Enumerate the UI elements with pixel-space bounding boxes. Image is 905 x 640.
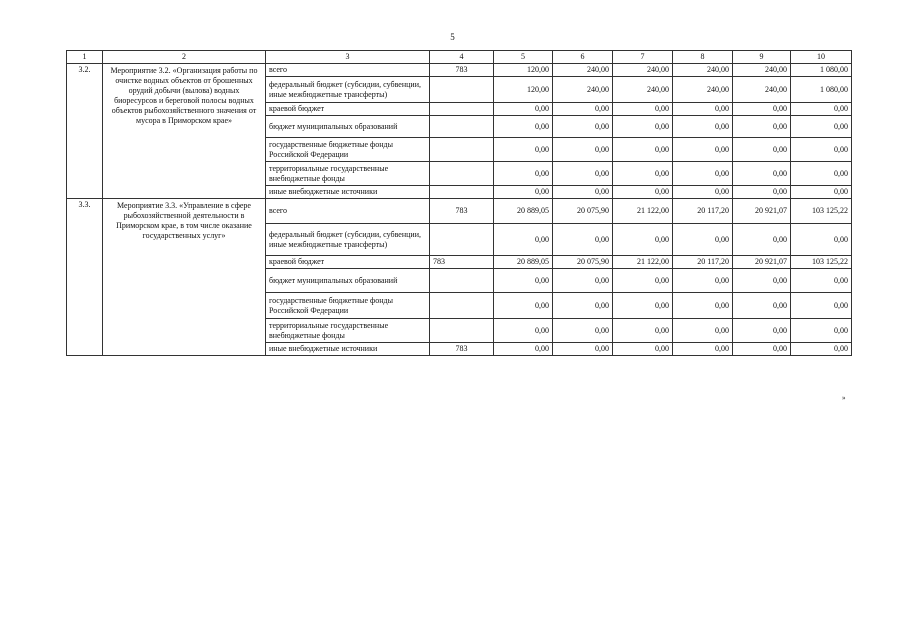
amount-cell: 0,00 [791, 138, 852, 162]
amount-cell: 103 125,22 [791, 199, 852, 224]
amount-cell: 0,00 [673, 269, 733, 293]
amount-cell: 103 125,22 [791, 256, 852, 269]
page-number: 5 [450, 32, 455, 42]
amount-cell: 0,00 [553, 269, 613, 293]
grbs-code [430, 138, 494, 162]
amount-cell: 20 921,07 [733, 199, 791, 224]
amount-cell: 0,00 [791, 162, 852, 186]
amount-cell: 0,00 [613, 103, 673, 116]
table-row [67, 199, 852, 224]
amount-cell: 0,00 [553, 103, 613, 116]
amount-cell: 0,00 [553, 224, 613, 256]
funding-source-label: иные внебюджетные источники [266, 343, 430, 356]
measure-name: Мероприятие 3.2. «Организация работы по очистке водных объектов от брошенных орудий добычи (вылова) водных биоресурсов и береговой полосы водных объектов рыбохозяйственного значения от мусора в Приморском крае» [103, 64, 266, 199]
funding-source-label: территориальные государственные внебюджетные фонды [266, 162, 430, 186]
amount-cell: 0,00 [553, 319, 613, 343]
amount-cell: 20 921,07 [733, 256, 791, 269]
amount-cell: 0,00 [613, 116, 673, 138]
amount-cell: 0,00 [494, 162, 553, 186]
funding-source-label: территориальные государственные внебюджетные фонды [266, 319, 430, 343]
amount-cell: 0,00 [733, 162, 791, 186]
amount-cell: 0,00 [494, 293, 553, 319]
amount-cell: 0,00 [791, 224, 852, 256]
grbs-code [430, 293, 494, 319]
amount-cell: 0,00 [791, 186, 852, 199]
col-header-9: 9 [733, 51, 791, 64]
funding-source-label: федеральный бюджет (субсидии, субвенции, иные межбюджетные трансферты) [266, 224, 430, 256]
amount-cell: 20 075,90 [553, 256, 613, 269]
grbs-code [430, 103, 494, 116]
amount-cell: 0,00 [613, 162, 673, 186]
amount-cell: 20 889,05 [494, 256, 553, 269]
amount-cell: 21 122,00 [613, 199, 673, 224]
funding-source-label: краевой бюджет [266, 103, 430, 116]
amount-cell: 0,00 [553, 116, 613, 138]
amount-cell: 0,00 [494, 138, 553, 162]
amount-cell: 0,00 [494, 319, 553, 343]
amount-cell: 240,00 [733, 77, 791, 103]
amount-cell: 0,00 [673, 116, 733, 138]
amount-cell: 1 080,00 [791, 64, 852, 77]
grbs-code [430, 224, 494, 256]
funding-source-label: государственные бюджетные фонды Российской Федерации [266, 138, 430, 162]
amount-cell: 0,00 [673, 343, 733, 356]
amount-cell: 0,00 [673, 319, 733, 343]
measure-number: 3.2. [67, 64, 103, 199]
amount-cell: 0,00 [791, 116, 852, 138]
grbs-code [430, 319, 494, 343]
amount-cell: 0,00 [791, 269, 852, 293]
grbs-code: 783 [430, 199, 494, 224]
amount-cell: 0,00 [553, 138, 613, 162]
table-row [67, 64, 852, 77]
amount-cell: 0,00 [494, 269, 553, 293]
amount-cell: 0,00 [791, 293, 852, 319]
col-header-3: 3 [266, 51, 430, 64]
amount-cell: 0,00 [494, 116, 553, 138]
amount-cell: 0,00 [733, 319, 791, 343]
column-number-row [67, 51, 852, 64]
funding-source-label: краевой бюджет [266, 256, 430, 269]
amount-cell: 0,00 [613, 138, 673, 162]
amount-cell: 20 117,20 [673, 256, 733, 269]
amount-cell: 240,00 [673, 64, 733, 77]
amount-cell: 0,00 [613, 343, 673, 356]
amount-cell: 0,00 [613, 319, 673, 343]
grbs-code [430, 162, 494, 186]
measure-name: Мероприятие 3.3. «Управление в сфере рыбохозяйственной деятельности в Приморском крае, в том числе оказание государственных услуг» [103, 199, 266, 356]
amount-cell: 0,00 [613, 186, 673, 199]
amount-cell: 0,00 [733, 103, 791, 116]
amount-cell: 0,00 [733, 293, 791, 319]
amount-cell: 0,00 [494, 103, 553, 116]
amount-cell: 240,00 [613, 64, 673, 77]
amount-cell: 0,00 [673, 186, 733, 199]
amount-cell: 0,00 [553, 343, 613, 356]
amount-cell: 0,00 [791, 343, 852, 356]
budget-table [66, 50, 852, 356]
col-header-4: 4 [430, 51, 494, 64]
grbs-code [430, 186, 494, 199]
funding-source-label: федеральный бюджет (субсидии, субвенции, иные межбюджетные трансферты) [266, 77, 430, 103]
col-header-7: 7 [613, 51, 673, 64]
amount-cell: 0,00 [613, 269, 673, 293]
amount-cell: 0,00 [613, 224, 673, 256]
grbs-code [430, 116, 494, 138]
amount-cell: 240,00 [553, 77, 613, 103]
funding-source-label: иные внебюджетные источники [266, 186, 430, 199]
amount-cell: 20 075,90 [553, 199, 613, 224]
amount-cell: 0,00 [673, 162, 733, 186]
amount-cell: 1 080,00 [791, 77, 852, 103]
amount-cell: 20 889,05 [494, 199, 553, 224]
funding-source-label: всего [266, 64, 430, 77]
amount-cell: 0,00 [553, 186, 613, 199]
amount-cell: 0,00 [494, 224, 553, 256]
col-header-10: 10 [791, 51, 852, 64]
amount-cell: 0,00 [553, 162, 613, 186]
amount-cell: 0,00 [673, 293, 733, 319]
closing-quote-mark: » [842, 394, 846, 402]
amount-cell: 0,00 [494, 186, 553, 199]
amount-cell: 240,00 [733, 64, 791, 77]
amount-cell: 0,00 [673, 138, 733, 162]
grbs-code: 783 [430, 343, 494, 356]
funding-source-label: государственные бюджетные фонды Российской Федерации [266, 293, 430, 319]
grbs-code: 783 [430, 256, 494, 269]
amount-cell: 0,00 [733, 343, 791, 356]
amount-cell: 0,00 [733, 224, 791, 256]
amount-cell: 120,00 [494, 64, 553, 77]
grbs-code [430, 77, 494, 103]
measure-number: 3.3. [67, 199, 103, 356]
table-body [67, 51, 852, 356]
funding-source-label: бюджет муниципальных образований [266, 116, 430, 138]
amount-cell: 0,00 [733, 116, 791, 138]
amount-cell: 120,00 [494, 77, 553, 103]
amount-cell: 0,00 [494, 343, 553, 356]
grbs-code [430, 269, 494, 293]
funding-source-label: всего [266, 199, 430, 224]
col-header-1: 1 [67, 51, 103, 64]
amount-cell: 240,00 [613, 77, 673, 103]
amount-cell: 0,00 [553, 293, 613, 319]
amount-cell: 0,00 [673, 103, 733, 116]
col-header-8: 8 [673, 51, 733, 64]
col-header-2: 2 [103, 51, 266, 64]
amount-cell: 0,00 [673, 224, 733, 256]
grbs-code: 783 [430, 64, 494, 77]
col-header-5: 5 [494, 51, 553, 64]
amount-cell: 0,00 [791, 319, 852, 343]
amount-cell: 0,00 [733, 269, 791, 293]
amount-cell: 0,00 [733, 138, 791, 162]
amount-cell: 0,00 [613, 293, 673, 319]
col-header-6: 6 [553, 51, 613, 64]
funding-source-label: бюджет муниципальных образований [266, 269, 430, 293]
amount-cell: 240,00 [673, 77, 733, 103]
amount-cell: 0,00 [733, 186, 791, 199]
amount-cell: 20 117,20 [673, 199, 733, 224]
amount-cell: 0,00 [791, 103, 852, 116]
amount-cell: 21 122,00 [613, 256, 673, 269]
amount-cell: 240,00 [553, 64, 613, 77]
